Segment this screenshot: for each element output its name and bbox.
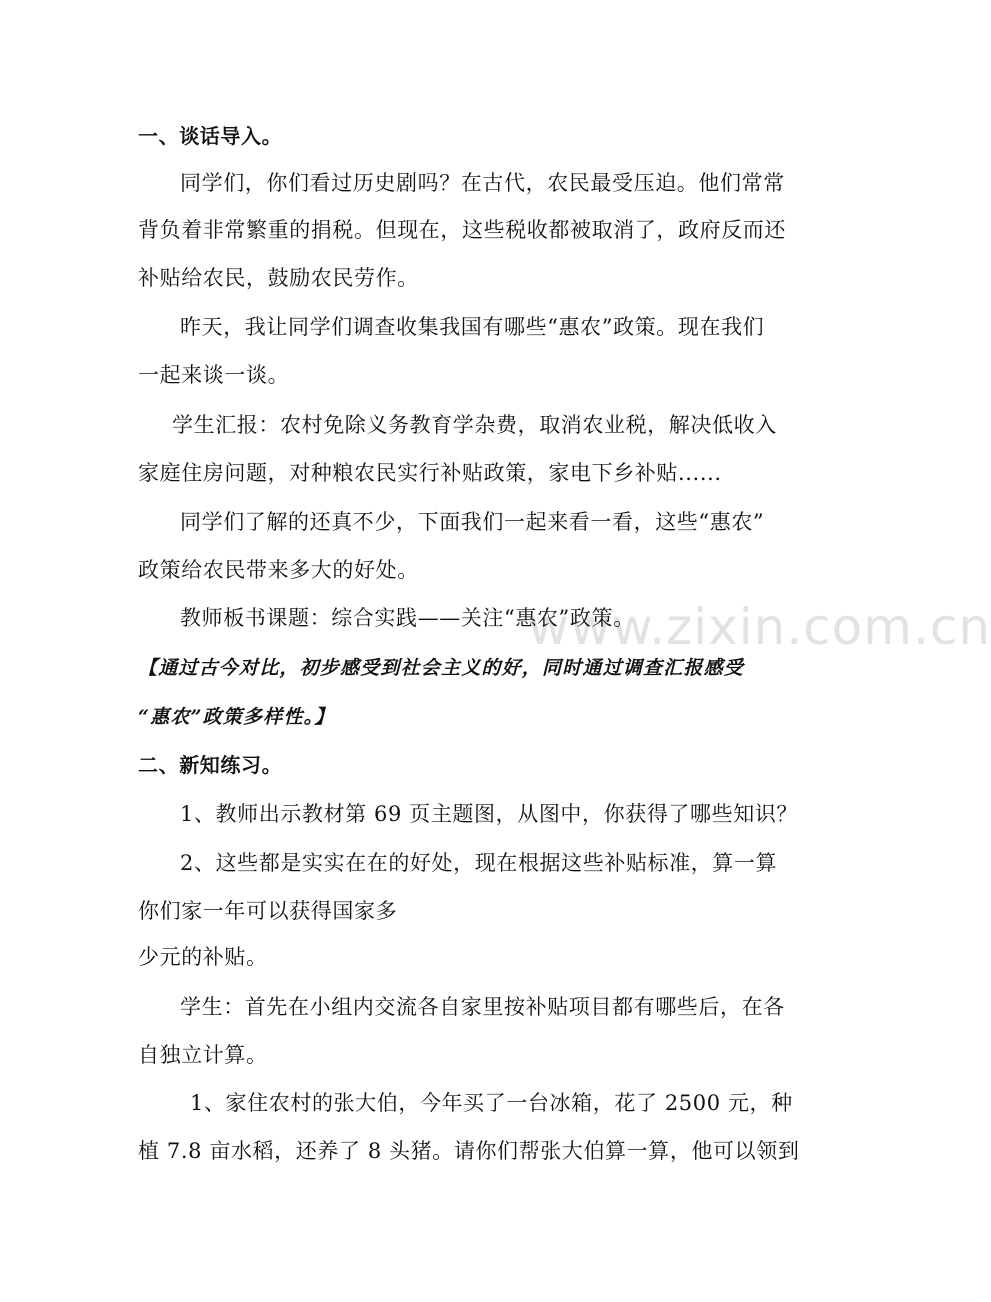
- paragraph-line: 家庭住房问题，对种粮农民实行补贴政策，家电下乡补贴......: [138, 461, 722, 485]
- paragraph-line: 同学们了解的还真不少，下面我们一起来看一看，这些“惠农”: [180, 510, 765, 534]
- paragraph-line: 学生：首先在小组内交流各自家里按补贴项目都有哪些后，在各: [180, 995, 785, 1019]
- section-heading-practice: 二、新知练习。: [138, 753, 283, 777]
- paragraph-line: 补贴给农民，鼓励农民劳作。: [138, 266, 419, 290]
- paragraph-line: 一起来谈一谈。: [138, 363, 290, 387]
- section-heading-intro: 一、谈话导入。: [138, 124, 283, 148]
- design-note: 【通过古今对比，初步感受到社会主义的好，同时通过调查汇报感受: [138, 657, 745, 679]
- paragraph-line: 1、教师出示教材第 69 页主题图，从图中，你获得了哪些知识？: [180, 802, 799, 826]
- paragraph-line: 同学们，你们看过历史剧吗？在古代，农民最受压迫。他们常常: [180, 171, 785, 195]
- paragraph-line: 学生汇报：农村免除义务教育学杂费，取消农业税，解决低收入: [172, 413, 777, 437]
- paragraph-line: 1、家住农村的张大伯，今年买了一台冰箱，花了 2500 元，种: [190, 1091, 793, 1115]
- paragraph-line: 昨天，我让同学们调查收集我国有哪些“惠农”政策。现在我们: [180, 315, 765, 339]
- paragraph-line: 植 7.8 亩水稻，还养了 8 头猪。请你们帮张大伯算一算，他可以领到: [138, 1139, 800, 1163]
- paragraph-line: 自独立计算。: [138, 1043, 268, 1067]
- paragraph-line: 少元的补贴。: [138, 945, 268, 969]
- design-note: “惠农”政策多样性。】: [138, 706, 335, 728]
- paragraph-line: 2、这些都是实实在在的好处，现在根据这些补贴标准，算一算: [180, 851, 778, 875]
- paragraph-line: 教师板书课题：综合实践——关注“惠农”政策。: [180, 606, 635, 630]
- paragraph-line: 背负着非常繁重的捐税。但现在，这些税收都被取消了，政府反而还: [138, 218, 786, 242]
- watermark: www.zixin.com.cn: [528, 598, 991, 656]
- paragraph-line: 政策给农民带来多大的好处。: [138, 558, 419, 582]
- paragraph-line: 你们家一年可以获得国家多: [138, 899, 398, 923]
